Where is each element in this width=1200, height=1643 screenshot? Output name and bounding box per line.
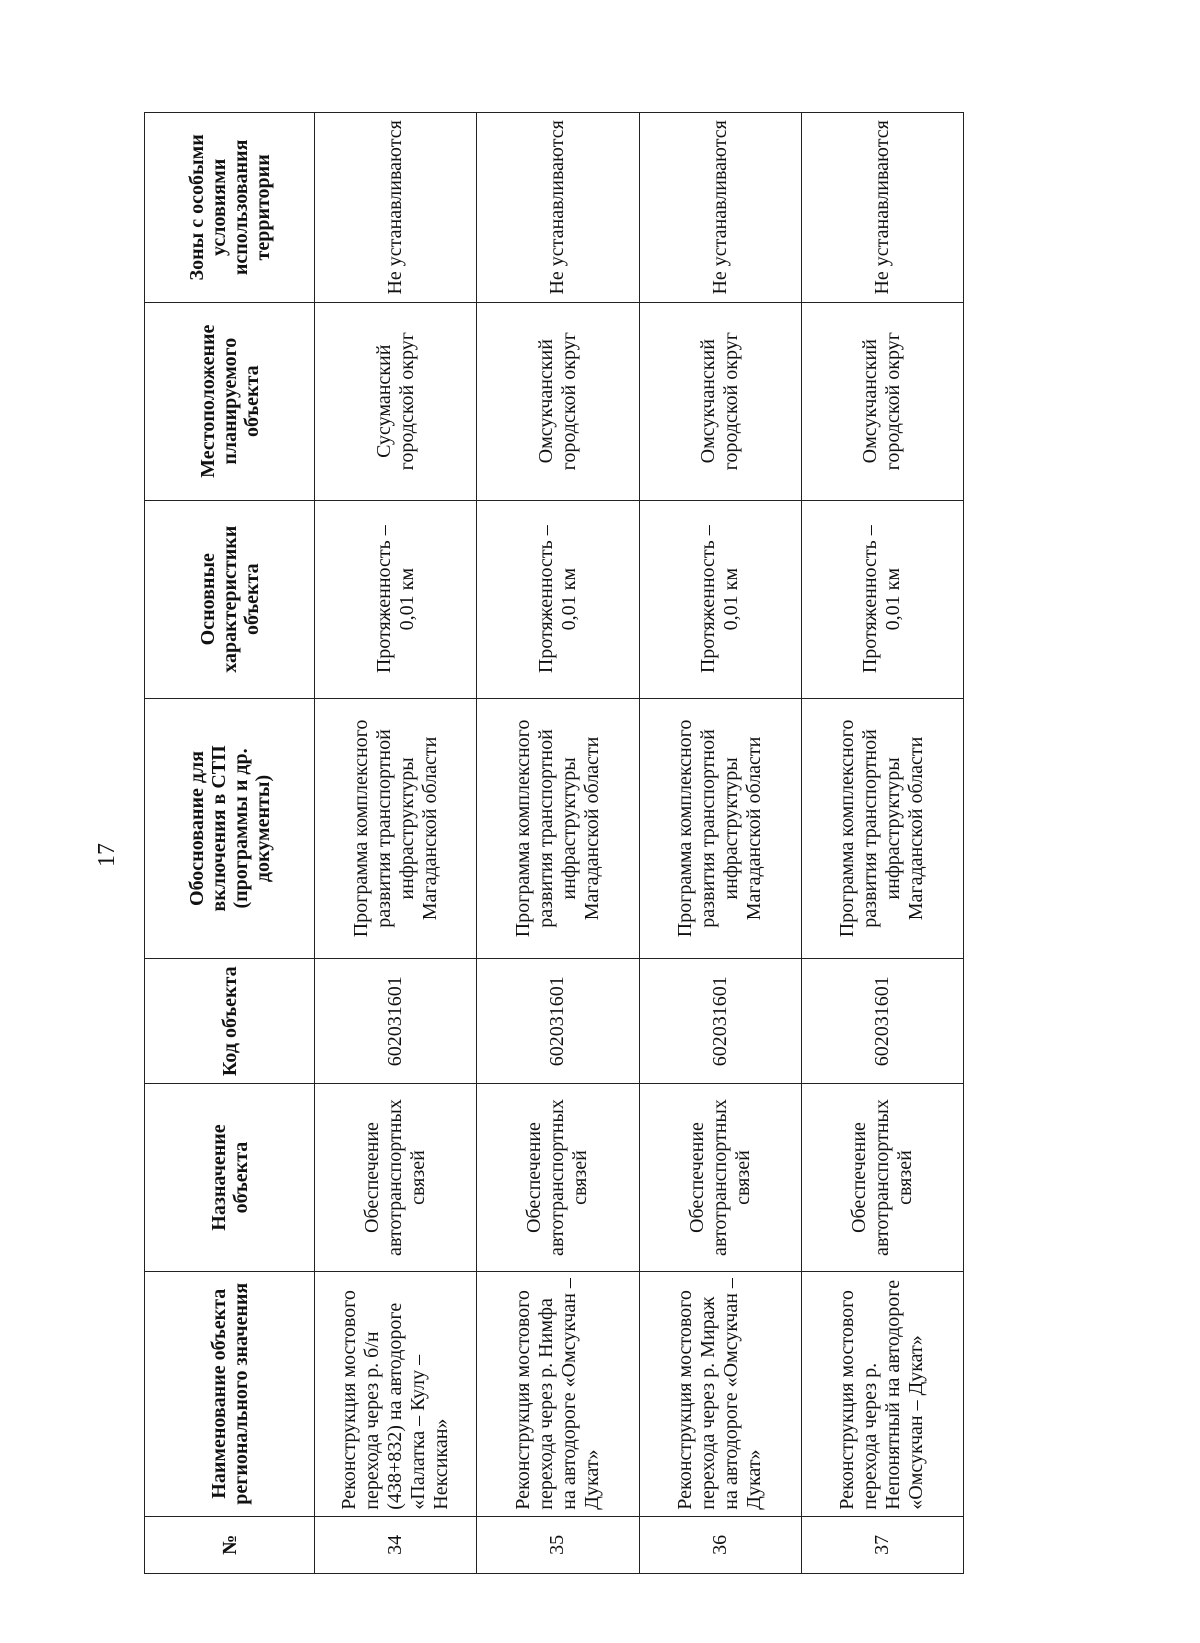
header-basis: Обоснование для включения в СТП (программы и др. документы) [145, 698, 315, 959]
cell-basis: Программа комплексного развития транспортной инфраструктуры Магаданской области [639, 698, 801, 959]
rotated-table-area [144, 112, 964, 1574]
header-code: Код объекта [145, 959, 315, 1084]
objects-table [144, 112, 964, 1574]
cell-location: Омсукчанский городской округ [801, 302, 963, 500]
cell-code: 602031601 [639, 959, 801, 1084]
cell-code: 602031601 [801, 959, 963, 1084]
cell-num: 34 [315, 1516, 477, 1573]
header-characteristics: Основные характеристики объекта [145, 500, 315, 698]
cell-zones: Не устанавливаются [477, 113, 639, 303]
cell-characteristics: Протяженность – 0,01 км [639, 500, 801, 698]
cell-location: Омсукчанский городской округ [477, 302, 639, 500]
cell-basis: Программа комплексного развития транспортной инфраструктуры Магаданской области [801, 698, 963, 959]
cell-zones: Не устанавливаются [315, 113, 477, 303]
cell-name: Реконструкция мостового перехода через р. Мираж на автодороге «Омсукчан – Дукат» [639, 1271, 801, 1516]
cell-zones: Не устанавливаются [801, 113, 963, 303]
cell-characteristics: Протяженность – 0,01 км [315, 500, 477, 698]
table-container [144, 112, 964, 1574]
table-row [477, 113, 639, 1574]
cell-zones: Не устанавливаются [639, 113, 801, 303]
header-purpose: Назначение объекта [145, 1084, 315, 1272]
table-row [639, 113, 801, 1574]
cell-basis: Программа комплексного развития транспортной инфраструктуры Магаданской области [315, 698, 477, 959]
cell-characteristics: Протяженность – 0,01 км [801, 500, 963, 698]
cell-location: Сусуманский городской округ [315, 302, 477, 500]
cell-num: 37 [801, 1516, 963, 1573]
cell-name: Реконструкция мостового перехода через р. Непонятный на автодороге «Омсукчан – Дукат» [801, 1271, 963, 1516]
header-location: Местоположение планируемого объекта [145, 302, 315, 500]
cell-code: 602031601 [315, 959, 477, 1084]
cell-purpose: Обеспечение автотранспортных связей [801, 1084, 963, 1272]
header-zones: Зоны с особыми условиями использования территории [145, 113, 315, 303]
cell-name: Реконструкция мостового перехода через р. Нимфа на автодороге «Омсукчан – Дукат» [477, 1271, 639, 1516]
table-row [801, 113, 963, 1574]
cell-num: 36 [639, 1516, 801, 1573]
cell-purpose: Обеспечение автотранспортных связей [315, 1084, 477, 1272]
table-row [315, 113, 477, 1574]
table-header-row [145, 113, 315, 1574]
header-name: Наименование объекта регионального значения [145, 1271, 315, 1516]
cell-num: 35 [477, 1516, 639, 1573]
cell-name: Реконструкция мостового перехода через р. б/н (438+832) на автодороге «Палатка – Кулу – Нексикан» [315, 1271, 477, 1516]
cell-basis: Программа комплексного развития транспортной инфраструктуры Магаданской области [477, 698, 639, 959]
cell-purpose: Обеспечение автотранспортных связей [639, 1084, 801, 1272]
cell-purpose: Обеспечение автотранспортных связей [477, 1084, 639, 1272]
header-num: № [145, 1516, 315, 1573]
cell-location: Омсукчанский городской округ [639, 302, 801, 500]
cell-characteristics: Протяженность – 0,01 км [477, 500, 639, 698]
page-number: 17 [94, 843, 120, 867]
cell-code: 602031601 [477, 959, 639, 1084]
